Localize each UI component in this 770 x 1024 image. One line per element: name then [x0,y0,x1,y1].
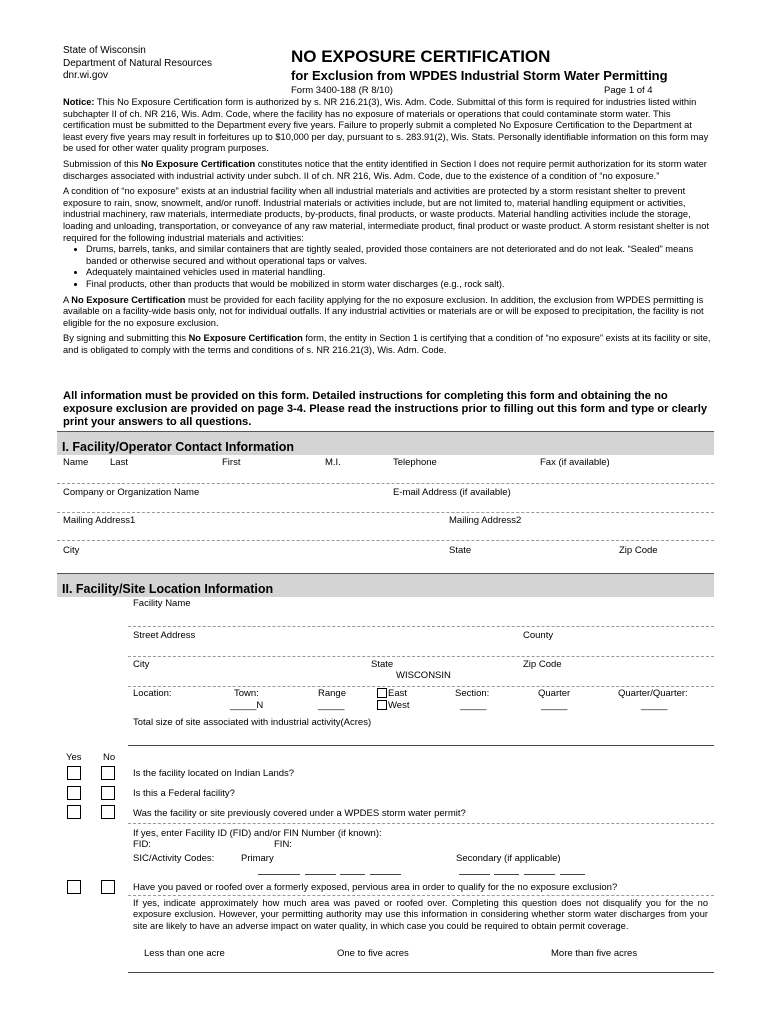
town-label: Town: [234,688,259,699]
zip-label: Zip Code [619,545,658,556]
list-item: • Final products, other than products that would be mobilized in storm water discharges (e.g., rock salt). [86,279,713,291]
fid-label: FID: [133,839,151,850]
facility-name-label: Facility Name [133,598,191,609]
option-one-to-five-acres[interactable]: One to five acres [337,948,409,959]
form-subtitle: for Exclusion from WPDES Industrial Storm Water Permitting [291,68,668,83]
secondary-code-2-field[interactable] [494,874,519,875]
east-label: East [388,688,408,699]
primary-label: Primary [241,853,274,864]
fid-instruction: If yes, enter Facility ID (FID) and/or FIN Number (if known): [133,828,382,839]
name-label: Name [63,457,89,468]
west-label: West [388,700,410,711]
telephone-label: Telephone [393,457,437,468]
secondary-code-4-field[interactable] [560,874,585,875]
row-divider [57,512,714,513]
no-header: No [103,752,116,763]
facility-state-label: State [371,659,394,670]
row-divider [128,626,714,627]
agency-dept: Department of Natural Resources [63,57,212,69]
intro-text [63,97,713,360]
facility-state-value: WISCONSIN [396,670,451,681]
indian-lands-no-checkbox[interactable] [101,766,115,780]
agency-state: State of Wisconsin [63,45,146,56]
total-size-label: Total size of site associated with industrial activity(Acres) [133,717,372,728]
secondary-code-3-field[interactable] [524,874,555,875]
primary-code-2-field[interactable] [305,874,336,875]
yes-header: Yes [66,752,82,763]
row-divider [128,972,714,973]
notice-label: Notice: [63,97,95,107]
form-number: Form 3400-188 (R 8/10) [291,85,393,96]
paved-no-checkbox[interactable] [101,880,115,894]
section-input[interactable]: _____ [460,700,487,711]
row-divider [57,540,714,541]
range-label: Range [318,688,346,699]
east-checkbox[interactable] [377,688,387,698]
required-info-notice: All information must be provided on this form. Detailed instructions for completing this form and obtaining the no exposure exclusion are provided on page 3-4. Please read the instructions prior to filling out this form and type or clearly print your answers to all questions. [63,390,708,428]
town-input[interactable]: _____N [230,700,264,711]
indian-lands-yes-checkbox[interactable] [67,766,81,780]
indian-lands-question: Is the facility located on Indian Lands? [133,768,295,779]
section-1-header: I. Facility/Operator Contact Information [57,431,714,455]
facility-zip-label: Zip Code [523,659,562,670]
row-divider [128,745,714,746]
list-item: • Adequately maintained vehicles used in material handling. [86,267,713,279]
list-item: • Drums, barrels, tanks, and similar containers that are tightly sealed, provided those containers are not deteriorated and do not leak. “Sealed” means banded or otherwise secured and without operational taps or valves. [86,244,713,267]
city-label: City [63,545,80,556]
primary-code-1-field[interactable] [258,874,300,875]
option-more-than-five-acres[interactable]: More than five acres [551,948,638,959]
quarter-quarter-label: Quarter/Quarter: [618,688,688,699]
row-divider [128,895,714,896]
exception-list [63,244,713,290]
section-2-header: II. Facility/Site Location Information [57,573,714,597]
section-label: Section: [455,688,490,699]
quarter-label: Quarter [538,688,571,699]
previous-permit-question: Was the facility or site previously covered under a WPDES storm water permit? [133,808,466,819]
quarter-input[interactable]: _____ [541,700,568,711]
previous-permit-no-checkbox[interactable] [101,805,115,819]
agency-block [63,45,212,83]
primary-code-3-field[interactable] [340,874,365,875]
paved-yes-checkbox[interactable] [67,880,81,894]
form-title: NO EXPOSURE CERTIFICATION [291,47,551,66]
fin-label: FIN: [274,839,292,850]
street-address-label: Street Address [133,630,196,641]
row-divider [128,686,714,687]
secondary-label: Secondary (if applicable) [456,853,561,864]
agency-url: dnr.wi.gov [63,70,109,81]
submission-paragraph: Submission of this No Exposure Certification constitutes notice that the entity identified in Section I does not require permit authorization for its storm water discharges associated with industrial activity under subch. II of ch. NR 216, Wis. Adm. Code, due to the existence of a condition of “no exposure.” [63,158,707,181]
sic-label: SIC/Activity Codes: [133,853,215,864]
email-label: E-mail Address (if available) [393,487,511,498]
paved-note: If yes, indicate approximately how much area was paved or roofed over. Completing this question does not disqualify you for the no exposure exclusion. However, your permitting authority may use this information in considering whether storm water discharges from your site are likely to have an adverse impact on water quality, in which case you could be required to obtain permit coverage. [133,898,708,931]
last-name-label: Last [110,457,128,468]
page-number: Page 1 of 4 [604,85,653,96]
previous-permit-yes-checkbox[interactable] [67,805,81,819]
primary-code-4-field[interactable] [370,874,401,875]
middle-initial-label: M.I. [325,457,341,468]
west-checkbox[interactable] [377,700,387,710]
company-label: Company or Organization Name [63,487,200,498]
federal-no-checkbox[interactable] [101,786,115,800]
quarter-quarter-input[interactable]: _____ [641,700,668,711]
fax-label: Fax (if available) [540,457,610,468]
signing-paragraph: By signing and submitting this No Exposure Certification form, the entity in Section 1 is certifying that a condition of “no exposure” exists at its facility or site, and is obligated to comply with the terms and conditions of s. NR 216.21(3), Wis. Adm. Code. [63,333,711,355]
notice-paragraph [63,97,713,155]
secondary-code-1-field[interactable] [459,874,490,875]
paved-question: Have you paved or roofed over a formerly exposed, pervious area in order to qualify for the no exposure exclusion? [133,882,618,893]
range-input[interactable]: _____ [318,700,345,711]
mailing-address1-label: Mailing Address1 [63,515,136,526]
mailing-address2-label: Mailing Address2 [449,515,522,526]
federal-yes-checkbox[interactable] [67,786,81,800]
row-divider [128,823,714,824]
row-divider [128,656,714,657]
location-label: Location: [133,688,172,699]
row-divider [57,483,714,484]
first-name-label: First [222,457,241,468]
state-label: State [449,545,472,556]
provided-paragraph: A No Exposure Certification must be provided for each facility applying for the no exposure exclusion. In addition, the exclusion from WPDES permitting is available on a facility-wide basis only, not for individual outfalls. If any industrial activities or materials are or will be exposed to precipitation, the facility is not eligible for the no exposure exclusion. [63,294,704,328]
condition-paragraph: A condition of “no exposure” exists at an industrial facility when all industrial materials and activities are protected by a storm resistant shelter to prevent exposure to rain, snow, snowmelt, and/or runoff. Industrial materials or activities include, but are not limited to, material handling equipment or activities, industrial machinery, raw materials, intermediate products, by-products, final products, or waste products. Material handling activities include the storage, loading and unloading, transportation, or conveyance of any raw material, intermediate product, final product or waste product. A storm resistant shelter is not required for the following industrial materials and activities: [63,186,709,243]
county-label: County [523,630,554,641]
federal-question: Is this a Federal facility? [133,788,235,799]
notice-text: This No Exposure Certification form is authorized by s. NR 216.21(3), Wis. Adm. Code. Submittal of this form is required for industries listed within subchapter II of ch. NR 216, Wis. Adm. Code, where the facility has no exposure of materials or operations that could contaminate storm water. This certification must be submitted to the Department every five years. Failure to properly submit a completed No Exposure Certification to the Department at least every five years may result in forfeitures up to $10,000 per day, pursuant to s. 283.91(2), Wis. Stats. Personally identifiable information on this form may be used for other water quality program purposes. [63,97,709,154]
facility-city-label: City [133,659,150,670]
option-less-than-one-acre[interactable]: Less than one acre [144,948,225,959]
